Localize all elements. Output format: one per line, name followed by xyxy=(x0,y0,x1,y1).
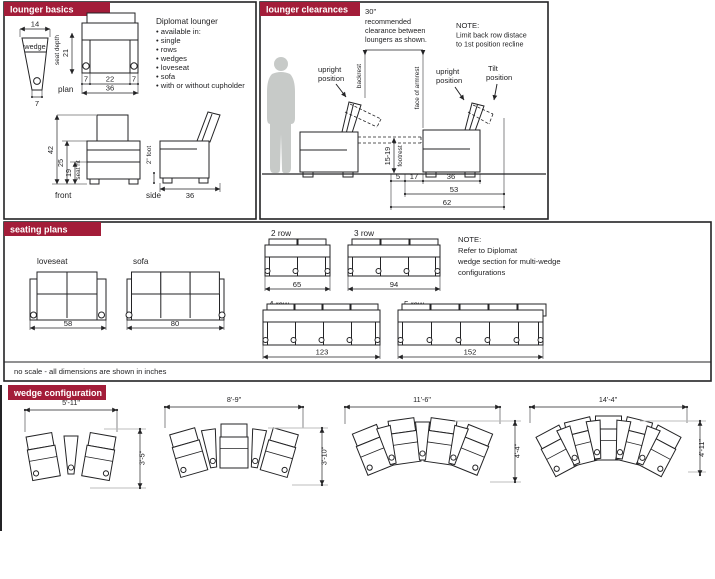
config4-depth: 4'-11" xyxy=(697,439,706,457)
plan-label: plan xyxy=(58,85,74,94)
config3-width: 11'-6" xyxy=(413,395,431,404)
wedge-unit-diagram xyxy=(20,20,50,109)
upright-right-1: upright xyxy=(436,67,460,76)
config1-width: 5'-11" xyxy=(62,398,80,407)
seating-note-0: Refer to Diplomat xyxy=(458,246,518,255)
plan-seat-depth-label: seat depth xyxy=(54,35,61,65)
diplomat-title: Diplomat lounger xyxy=(156,17,218,26)
bullet-0: • available in: xyxy=(156,27,201,36)
row3-width: 94 xyxy=(389,280,399,289)
dim-5: 5 xyxy=(395,172,401,181)
clearance-note-0: recommended xyxy=(365,17,411,26)
front-seat-height-label: seat ht xyxy=(75,160,82,180)
wedge-config-title: wedge configuration xyxy=(14,388,103,398)
sofa-diagram xyxy=(126,257,225,330)
wedge-bottom-width: 7 xyxy=(34,99,40,108)
seating-plans-note xyxy=(457,235,561,277)
clearance-note-2: loungers as shown. xyxy=(365,35,427,44)
panel-lounger-clearances xyxy=(260,2,548,219)
face-of-armrest-label: face of armrest xyxy=(414,66,421,110)
config2-depth: 3'-10" xyxy=(319,446,329,466)
plan-right-arm: 7 xyxy=(131,74,137,84)
bullet-1: • single xyxy=(156,36,181,45)
row5-width: 152 xyxy=(463,347,477,357)
row2-label: 2 row xyxy=(271,229,292,238)
row5-diagram xyxy=(398,300,546,359)
clearance-value: 30" xyxy=(365,7,377,16)
front-seat-height: 19 xyxy=(64,169,73,177)
sofa-label: sofa xyxy=(133,257,149,266)
side-label: side xyxy=(146,191,162,200)
panel-seating-plans xyxy=(4,222,711,381)
wedge-top-width: 14 xyxy=(30,19,40,29)
wedge-config-3seat xyxy=(164,395,329,486)
tilt-1: Tilt xyxy=(488,64,498,73)
seating-plans-title: seating plans xyxy=(10,224,68,235)
footrest-label: footrest xyxy=(397,145,404,167)
upright-left-1: upright xyxy=(318,65,342,74)
loveseat-width: 58 xyxy=(63,319,73,328)
plan-seat-width: 22 xyxy=(105,74,115,84)
backrow-note-1: to 1st position recline xyxy=(456,39,524,49)
dim-17: 17 xyxy=(409,172,419,181)
dim-62: 62 xyxy=(442,198,452,207)
backrest-label: backrest xyxy=(356,63,363,89)
lounger-clearances-title: lounger clearances xyxy=(266,4,349,15)
seating-note-2: configurations xyxy=(458,268,506,277)
wedge-config-4seat xyxy=(344,395,522,483)
front-label: front xyxy=(55,191,72,200)
loveseat-label: loveseat xyxy=(37,257,68,266)
loveseat-diagram xyxy=(30,257,106,330)
wedge-config-5seat xyxy=(529,395,706,477)
diplomat-info xyxy=(156,17,245,90)
upright-right-2: position xyxy=(436,76,463,85)
side-view-diagram xyxy=(146,112,220,200)
bullet-6: • with or without cupholder xyxy=(156,81,245,90)
front-overall-height: 42 xyxy=(46,146,55,154)
no-scale-note: no scale - all dimensions are shown in inches xyxy=(14,367,167,376)
plan-overall-width: 36 xyxy=(105,83,115,93)
row2-width: 65 xyxy=(292,280,302,289)
front-armrest-height: 25 xyxy=(56,159,65,167)
config4-width: 14'-4" xyxy=(598,395,618,404)
panel-lounger-basics xyxy=(4,2,256,219)
bullet-2: • rows xyxy=(156,45,177,54)
plan-left-arm: 7 xyxy=(83,74,89,84)
side-foot-height: 2" foot xyxy=(146,145,153,165)
plan-view-diagram xyxy=(54,13,139,94)
panel-wedge-configuration xyxy=(1,385,706,531)
bullet-4: • loveseat xyxy=(156,63,190,72)
config1-depth: 3'-5" xyxy=(137,450,147,466)
dim-53: 53 xyxy=(449,185,459,194)
front-view-diagram xyxy=(46,115,140,200)
row4-width: 123 xyxy=(315,347,329,357)
tilt-2: position xyxy=(486,73,513,82)
footrest-range: 15-19 xyxy=(383,146,392,166)
seating-note-1: wedge section for multi-wedge xyxy=(458,257,561,266)
wedge-config-2seat xyxy=(24,398,147,489)
plan-seat-depth: 21 xyxy=(61,49,70,57)
row3-diagram xyxy=(348,229,440,291)
dim-36: 36 xyxy=(446,172,456,181)
config3-depth: 4'-4" xyxy=(512,443,522,459)
row4-diagram xyxy=(263,300,380,359)
wedge-label: wedge xyxy=(24,42,46,51)
lounger-back-profile xyxy=(423,103,493,177)
clearance-note-1: clearance between xyxy=(365,26,426,35)
row3-label: 3 row xyxy=(354,229,375,238)
backrow-note-title: NOTE: xyxy=(456,21,480,30)
bullet-5: • sofa xyxy=(156,72,176,81)
bullet-3: • wedges xyxy=(156,54,187,63)
sofa-width: 80 xyxy=(170,319,180,328)
upright-left-2: position xyxy=(318,74,345,83)
lounger-basics-title: lounger basics xyxy=(10,4,74,15)
side-overall-depth: 36 xyxy=(185,191,195,200)
standing-person-silhouette xyxy=(267,57,295,173)
config2-width: 8'-9" xyxy=(226,395,242,404)
seating-note-title: NOTE: xyxy=(458,235,482,244)
backrow-note-0: Limit back row distace xyxy=(456,30,527,40)
row2-diagram xyxy=(265,229,330,291)
